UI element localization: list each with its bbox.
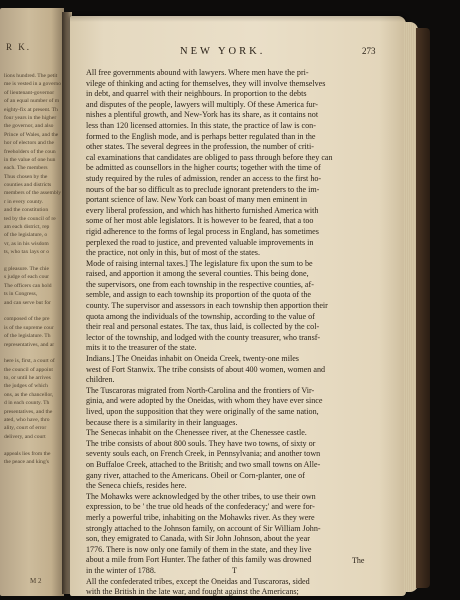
left-text-line: s judge of each cour — [4, 274, 50, 281]
left-text-line: and the constitution — [4, 207, 49, 214]
text-line: because there is a similarity in their languages. — [86, 417, 238, 427]
left-text-line: am each district, rep — [4, 224, 50, 231]
left-text-line: each. The members — [4, 165, 48, 172]
text-line: The Mohawks were acknowledged by the other tribes, to use their own — [86, 491, 316, 501]
text-line: their real and personal estates. The tax, thus laid, is collected by the col- — [86, 322, 320, 332]
page-body — [86, 68, 388, 598]
text-line: the Seneca chiefs, resides here. — [86, 481, 187, 491]
left-text-line — [4, 349, 64, 357]
left-text-line — [4, 257, 64, 265]
left-text-line: presentatives, and the — [4, 408, 53, 415]
left-text-line — [4, 307, 64, 315]
text-line: study required by the rules of admission, render an access to the first ho- — [86, 173, 322, 183]
text-line: expression, to be ' the true old heads of the confederacy;' and were for- — [86, 502, 315, 512]
text-line: in the winter of 1788. — [86, 565, 156, 575]
book-cover — [416, 28, 430, 588]
text-line: vilege of thinking and acting for themselves, they will involve themselves — [86, 78, 326, 88]
text-line: raised, and apportion it among the several counties. This being done, — [86, 269, 309, 279]
text-line: county. The supervisor and assessors in each township then apportion their — [86, 301, 328, 311]
text-line: Indians.] The Oneidas inhabit on Oneida Creek, twenty-one miles — [86, 354, 299, 364]
text-line: seventy souls each, on French Creek, in Pennsylvania; and another town — [86, 449, 321, 459]
left-text-line — [4, 441, 64, 449]
left-text-line: four years in the higher — [4, 114, 57, 121]
left-text-line: Prince of Wales, and the — [4, 131, 59, 138]
text-line: in debt, and quarrel with their neighbours. In proportion to the debts — [86, 89, 307, 99]
left-text-line: to, or until he arrives — [4, 375, 51, 382]
text-line: All the confederated tribes, except the Oneidas and Tuscaroras, sided — [86, 576, 310, 586]
left-text-line: representatives, and ar — [4, 341, 55, 348]
left-text-line: eighty-fix at present. Th — [4, 106, 58, 113]
left-text-line: and can serve but for — [4, 299, 51, 306]
text-line: less than 120 licensed attornies. In this state, the practice of law is con- — [86, 120, 316, 130]
left-text-line: Thus chosen by the — [4, 173, 48, 180]
left-text-line: me is vested in a governo — [4, 81, 62, 88]
left-text-line: of the legislature, o — [4, 232, 48, 239]
text-line: portant science of law. New York can boast of many men eminent in — [86, 195, 308, 205]
left-text-line: appeals lies from the — [4, 450, 51, 457]
left-page — [0, 8, 64, 596]
left-text-line: members of the assembly — [4, 190, 62, 197]
left-text-line: in the value of one hun — [4, 156, 56, 163]
left-text-line: here is, first, a court of — [4, 358, 55, 365]
left-text-line: is of the supreme cour — [4, 324, 54, 331]
left-text-line: ts, who tax lays or o — [4, 249, 50, 256]
text-line: children. — [86, 375, 115, 385]
catchword: The — [352, 556, 365, 565]
left-text-line: freeholders of the coun — [4, 148, 56, 155]
left-text-line: the governor, and also — [4, 123, 54, 130]
left-text-line: d in each county. Th — [4, 400, 50, 407]
text-line: nishes a plentiful growth, and New-York has its share, as it contains not — [86, 110, 319, 120]
text-line: cal examinations that candidates are obliged to pass through before they can — [86, 152, 333, 162]
text-line: gany river, attached to the Americans. Obeil or Corn-planter, one of — [86, 470, 305, 480]
signature-mark: T — [232, 566, 237, 575]
text-line: other states. The several degrees in the profession, the number of criti- — [86, 142, 314, 152]
left-text-line: The officers can hold — [4, 282, 52, 289]
left-text-line: of the legislature. Th — [4, 333, 51, 340]
page-shadow — [70, 16, 406, 22]
text-line: and disputes of the people, lawyers will multiply. Of these America fur- — [86, 99, 318, 109]
left-page-text — [4, 72, 64, 466]
text-line: The Senecas inhabit on the Chenessee river, at the Chenessee castle. — [86, 428, 307, 438]
left-text-line: of lieutenant-governor — [4, 89, 55, 96]
text-line: quota among the individuals of the township, according to the value of — [86, 311, 315, 321]
text-line: nours of the bar so difficult as to preclude ignorant pretenders to the im- — [86, 184, 320, 194]
text-line: on Buffaloe Creek, attached to the British; and two small towns on Alle- — [86, 459, 321, 469]
text-line: lived, upon the supposition that they were originally of the same nation, — [86, 407, 319, 416]
running-header: NEW YORK. — [180, 46, 266, 57]
text-line: rigid adherence to the forms of legal process in England, has sometimes — [86, 226, 319, 236]
text-line: 1776. There is now only one family of them in the state, and they live — [86, 544, 312, 554]
left-text-line: ted by the council of re — [4, 215, 56, 222]
text-line: with the British in the late war, and fought against the Americans; — [86, 587, 299, 597]
page-number: 273 — [362, 46, 376, 56]
left-text-line: the judges of which — [4, 383, 48, 390]
text-line: The Tuscaroras migrated from North-Carolina and the frontiers of Vir- — [86, 385, 315, 395]
text-line: about a mile from Fort Hunter. The father of this family was drowned — [86, 555, 312, 565]
text-line: perplexed the road to justice, and prevented valuable improvements in — [86, 237, 314, 247]
left-text-line: the peace and king's — [4, 458, 49, 465]
left-text-line: r in every county. — [4, 198, 44, 205]
text-line: strongly attached to the Johnson family, on account of Sir William John- — [86, 523, 321, 533]
text-line: some of her most able legislators. It is however to be feared, that a too — [86, 216, 314, 226]
text-line: formed to the English mode, and is perhaps better regulated than in the — [86, 131, 316, 141]
left-page-signature: M 2 — [30, 577, 42, 585]
left-text-line: ated, who have, thro — [4, 417, 50, 424]
text-line: merly a powerful tribe, inhabiting on the Mohawks river. As they were — [86, 512, 315, 522]
text-line: ginia, and were adopted by the Oneidas, with whom they have ever since — [86, 396, 323, 406]
text-line: son, they emigrated to Canada, with Sir John Johnson, about the year — [86, 534, 310, 544]
text-line: semble, and assign to each township its proportion of the quota of the — [86, 290, 312, 300]
text-line: The tribe consists of about 800 souls. They have two towns, of sixty or — [86, 438, 316, 448]
text-line: lector of the township, and lodged with the county treasurer, who transf- — [86, 332, 321, 342]
left-text-line: delivery, and court — [4, 433, 46, 440]
left-text-line: lions hundred. The petit — [4, 73, 58, 79]
text-line: west of Fort Stanwix. The tribe consists of about 400 women, women and — [86, 364, 326, 374]
left-text-line: counties and districts — [4, 182, 52, 189]
left-text-line: ons, as the chancellor, — [4, 391, 54, 398]
left-page-header: R K. — [6, 42, 32, 52]
left-text-line: of an equal number of m — [4, 98, 60, 105]
text-line: Mode of raising internal taxes.] The legislature fix upon the sum to be — [86, 258, 313, 268]
left-text-line: composed of the pre — [4, 316, 50, 323]
left-text-line: ts in Congress, — [4, 291, 38, 298]
text-line: mits it to the treasurer of the state. — [86, 343, 197, 353]
left-text-line: vr, as in his wisdom — [4, 240, 49, 247]
text-line: the practice, not only in this, but of most of the states. — [86, 248, 260, 258]
text-line: All free governments abound with lawyers. Where men have the pri- — [86, 68, 309, 77]
text-line: be admitted as counsellors in the higher courts; together with the time of — [86, 163, 321, 173]
left-text-line: hor of electors and the — [4, 140, 55, 147]
left-text-line: ality, court of error — [4, 425, 47, 432]
text-line: the supervisors, one from each township in the respective counties, af- — [86, 279, 314, 289]
left-text-line: the council of appoint — [4, 366, 53, 373]
text-line: every liberal profession, and which has hitherto furnished America with — [86, 205, 319, 215]
left-text-line: g pleasure. The chie — [4, 265, 49, 272]
